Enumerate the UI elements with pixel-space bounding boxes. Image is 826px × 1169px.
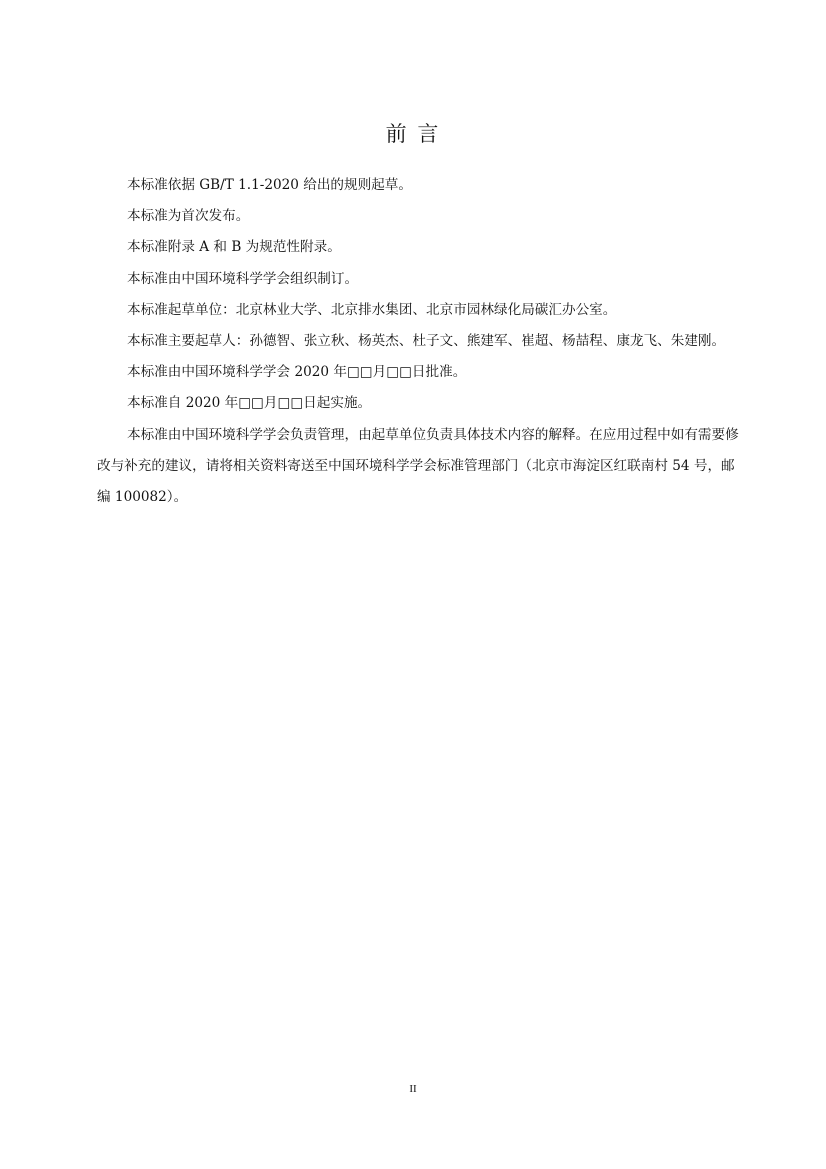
paragraph-appendix: 本标准附录 A 和 B 为规范性附录。 (127, 239, 341, 256)
page-title: 前 言 (385, 122, 441, 146)
paragraph-implementation: 本标准自 2020 年□□月□□日起实施。 (127, 395, 372, 412)
paragraph-approval: 本标准由中国环境科学学会 2020 年□□月□□日批准。 (127, 364, 467, 381)
paragraph-drafting-rules: 本标准依据 GB/T 1.1-2020 给出的规则起草。 (127, 177, 412, 193)
paragraph-organizer: 本标准由中国环境科学学会组织制订。 (127, 270, 359, 287)
page-number: II (409, 1083, 417, 1095)
foreword-body (97, 170, 747, 513)
paragraph-drafters: 本标准主要起草人：孙德智、张立秋、杨英杰、杜子文、熊建军、崔超、杨喆程、康龙飞、朱建刚。 (127, 333, 726, 350)
paragraph-management: 本标准由中国环境科学学会负责管理，由起草单位负责具体技术内容的解释。在应用过程中如有需要修改与补充的建议，请将相关资料寄送至中国环境科学学会标准管理部门（北京市海淀区红联南村 54 号，邮编 100082）。 (97, 426, 739, 506)
paragraph-first-release: 本标准为首次发布。 (127, 208, 250, 225)
paragraph-drafting-units: 本标准起草单位：北京林业大学、北京排水集团、北京市园林绿化局碳汇办公室。 (127, 301, 617, 318)
